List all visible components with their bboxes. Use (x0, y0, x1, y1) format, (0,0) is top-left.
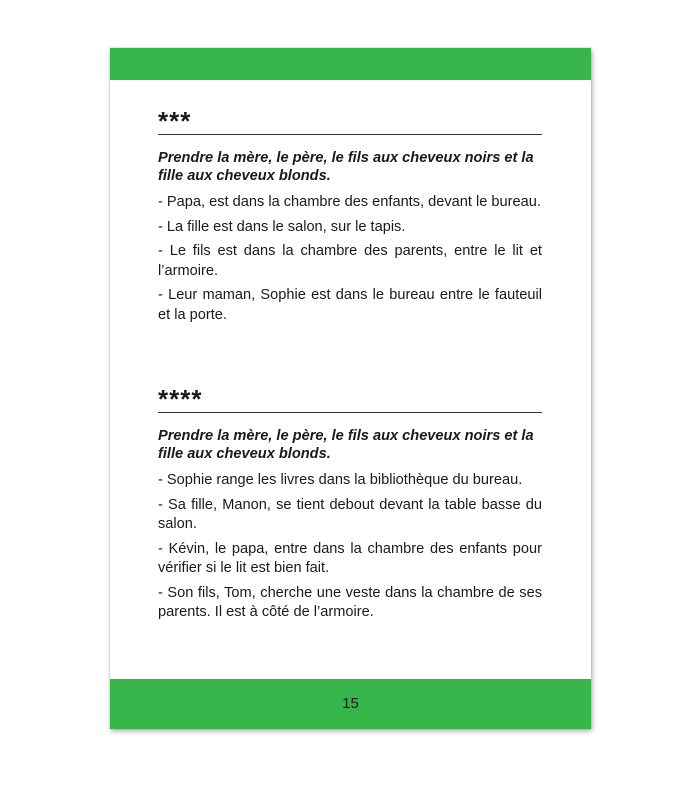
difficulty-stars: **** (158, 384, 203, 414)
exercise-line: - Le fils est dans la chambre des parents, entre le lit et l’armoire. (158, 243, 542, 279)
exercise-line: - Papa, est dans la chambre des enfants, devant le bureau. (158, 194, 541, 210)
exercise-line: - Leur maman, Sophie est dans le bureau entre le fauteuil et la porte. (158, 287, 542, 323)
book-page (110, 48, 591, 729)
exercise-line: - Kévin, le papa, entre dans la chambre des enfants pour vérifier si le lit est bien fait. (158, 540, 542, 576)
section-divider (158, 134, 542, 135)
bottom-green-band (110, 679, 591, 729)
exercise-line: - Sa fille, Manon, se tient debout devant la table basse du salon. (158, 496, 542, 532)
exercise-section-1 (158, 108, 542, 330)
top-green-band (110, 48, 591, 80)
page-number: 15 (342, 694, 359, 712)
difficulty-stars: *** (158, 106, 192, 136)
exercise-section-2 (158, 386, 542, 628)
exercise-instruction: Prendre la mère, le père, le fils aux cheveux noirs et la fille aux cheveux blonds. (158, 150, 534, 184)
section-divider (158, 412, 542, 413)
exercise-line: - Son fils, Tom, cherche une veste dans la chambre de ses parents. Il est à côté de l’armoire. (158, 584, 542, 620)
exercise-line: - Sophie range les livres dans la bibliothèque du bureau. (158, 472, 523, 488)
exercise-instruction: Prendre la mère, le père, le fils aux cheveux noirs et la fille aux cheveux blonds. (158, 428, 534, 462)
exercise-line: - La fille est dans le salon, sur le tapis. (158, 218, 406, 235)
